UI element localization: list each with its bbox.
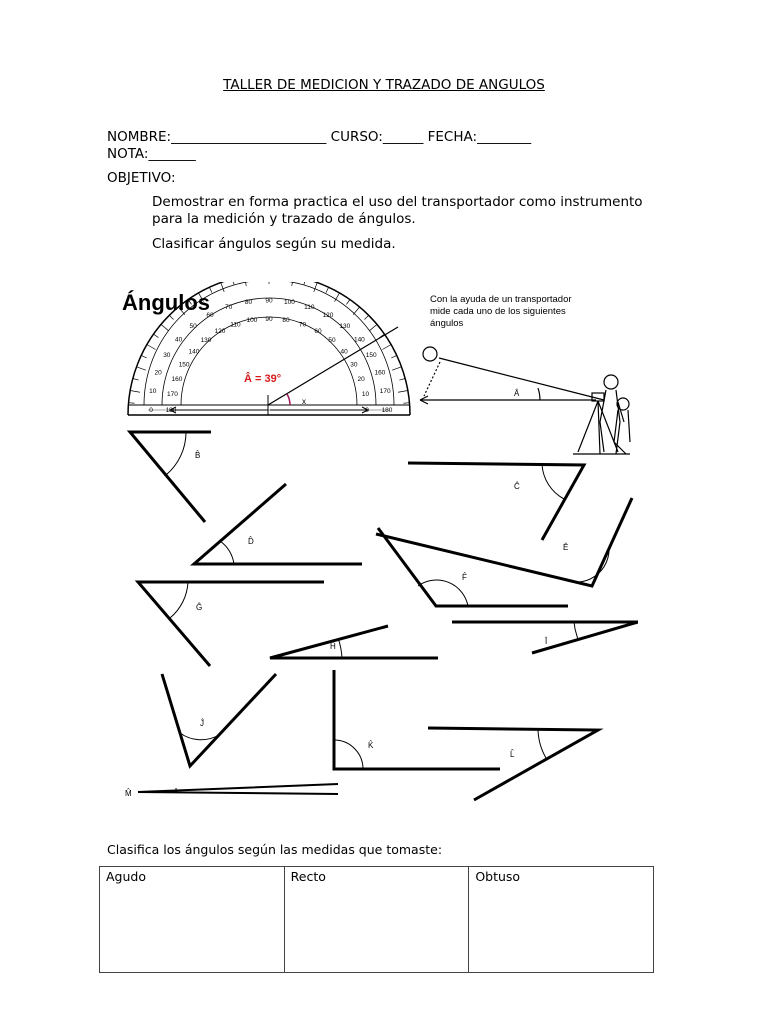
angle-d (194, 484, 362, 564)
protractor-inner-label: 80 (282, 317, 290, 325)
protractor-outer-label: 60 (206, 311, 214, 319)
protractor-tick (391, 355, 396, 358)
protractor-inner-label: 150 (178, 361, 190, 369)
protractor-inner-label: 0 (365, 407, 369, 414)
protractor-tick (141, 355, 146, 358)
protractor-inner-label: 60 (314, 328, 322, 336)
protractor-outer-label: 140 (353, 336, 365, 344)
protractor-tick (133, 379, 139, 381)
angle-label-f: F̂ (462, 573, 467, 582)
fecha-label: FECHA: (427, 129, 478, 145)
protractor-outer-label: 70 (225, 303, 233, 311)
protractor-inner-label: 110 (230, 321, 241, 329)
protractor-inner-label: 140 (188, 348, 200, 356)
objective-text-1: Demostrar en forma practica el uso del transportador como instrumento para la medición y trazado de ángulos. (152, 194, 643, 227)
student-info-line (107, 129, 531, 145)
column-agudo[interactable]: Agudo (100, 867, 285, 973)
protractor-inner-label: 90 (265, 315, 273, 323)
angle-b (130, 432, 211, 522)
curso-label: CURSO: (330, 129, 383, 145)
protractor-tick (369, 324, 377, 330)
protractor-outer-label: 80 (244, 298, 253, 306)
protractor-outer-label: 180 (381, 407, 393, 414)
angles-worksheet-figure (118, 282, 638, 812)
protractor-outer-label: 50 (189, 322, 197, 330)
angle-label-l: L̂ (510, 750, 515, 759)
surveyor-angle-label: Â (514, 389, 520, 398)
protractor-tick (399, 379, 405, 381)
protractor-inner-label: 100 (246, 317, 258, 325)
column-recto[interactable]: Recto (284, 867, 469, 973)
angle-label-g: Ĝ (196, 603, 203, 612)
angle-label-d: D̂ (248, 537, 254, 546)
protractor-inner-label: 20 (357, 375, 365, 383)
protractor-outer-label: 10 (149, 387, 157, 395)
curso-blank: ______ (382, 129, 424, 145)
angle-f (378, 528, 568, 606)
worksheet-title: TALLER DE MEDICION Y TRAZADO DE ANGULOS (223, 77, 545, 93)
protractor-inner-label: 30 (350, 361, 358, 369)
classification-instruction: Clasifica los ángulos según las medidas que tomaste: (107, 842, 443, 857)
surveyor-illustration (420, 347, 630, 454)
angle-c (408, 463, 584, 540)
angle-set (125, 432, 638, 800)
protractor-inner-label: 130 (200, 337, 212, 345)
protractor-tick (353, 307, 359, 315)
protractor-inner-label: 70 (298, 321, 307, 329)
protractor-inner-label: 40 (340, 348, 348, 356)
nombre-label: NOMBRE: (107, 129, 172, 145)
protractor-tick (130, 391, 140, 393)
column-obtuso[interactable]: Obtuso (469, 867, 654, 973)
instruction-line-3: ángulos (430, 318, 464, 329)
angle-k (334, 670, 500, 769)
angle-label-h: Ĥ (330, 642, 336, 651)
protractor-inner-label: 10 (361, 391, 370, 399)
classification-table (99, 866, 654, 973)
protractor-inner-label: 50 (328, 337, 336, 345)
protractor-outer-label: 20 (154, 369, 162, 377)
protractor-reading: Â = 39° (244, 373, 282, 385)
protractor-outer-label: 150 (365, 352, 377, 360)
protractor-outer-label: 160 (374, 369, 386, 377)
protractor-tick (129, 403, 135, 404)
angle-i (452, 622, 638, 653)
protractor-inner-label: 180 (165, 407, 177, 414)
angle-h (270, 626, 438, 658)
instruction-line-1: Con la ayuda de un transportador (430, 294, 572, 305)
protractor-tick (233, 282, 235, 285)
nota-blank: _______ (148, 146, 196, 162)
protractor-angle-mark: x (302, 397, 306, 406)
objective-label: OBJETIVO: (107, 170, 176, 186)
protractor-outer-label: 30 (163, 352, 171, 360)
nombre-blank: _______________________ (171, 129, 327, 145)
angle-label-i: Î (545, 637, 548, 646)
protractor-tick (169, 315, 173, 319)
protractor-tick (314, 283, 317, 292)
protractor-tick (392, 367, 401, 370)
protractor-outer-label: 110 (304, 303, 315, 311)
protractor-outer-label: 120 (322, 311, 334, 319)
angle-label-j: Ĵ (200, 719, 204, 728)
instruction-line-2: mide cada uno de los siguientes (430, 306, 566, 317)
nota-line (107, 146, 196, 162)
angle-label-m: M̂ (125, 789, 132, 798)
protractor-tick (153, 334, 158, 337)
figure-instructions (430, 294, 574, 329)
angle-m (125, 784, 338, 798)
protractor-tick (147, 345, 156, 350)
protractor-inner-label: 160 (171, 375, 183, 383)
protractor-outer-label: 100 (284, 298, 295, 306)
angle-l (428, 728, 598, 800)
angle-e (376, 498, 632, 586)
objective-text-2: Clasificar ángulos según su medida. (152, 236, 396, 252)
protractor-tick (221, 283, 224, 292)
fecha-blank: ________ (477, 129, 532, 145)
protractor-tick (137, 367, 146, 370)
protractor-outer-label: 170 (379, 387, 391, 395)
protractor-tick (403, 403, 409, 404)
protractor-tick (364, 315, 368, 319)
nota-label: NOTA: (107, 146, 149, 162)
protractor-inner-label: 120 (214, 328, 226, 336)
angle-label-e: Ê (563, 543, 569, 552)
angle-label-b: B̂ (195, 451, 201, 460)
protractor-tick (161, 324, 169, 330)
protractor-tick (326, 287, 329, 292)
protractor-tick (346, 299, 349, 304)
protractor-tick (398, 391, 408, 393)
protractor-tick (304, 282, 306, 285)
angle-label-k: K̂ (368, 741, 374, 750)
protractor-inner-label: 170 (167, 391, 178, 399)
angle-g (138, 582, 324, 666)
protractor-outer-label: 90 (265, 297, 273, 305)
angle-j (162, 674, 276, 766)
angle-label-c: Ĉ (514, 482, 520, 491)
protractor-outer-label: 130 (339, 322, 351, 330)
figure-heading: Ángulos (122, 290, 210, 315)
table-row (100, 867, 654, 973)
protractor-outer-label: 40 (174, 336, 183, 344)
protractor-tick (382, 345, 391, 350)
protractor-outer-label: 0 (149, 407, 153, 414)
